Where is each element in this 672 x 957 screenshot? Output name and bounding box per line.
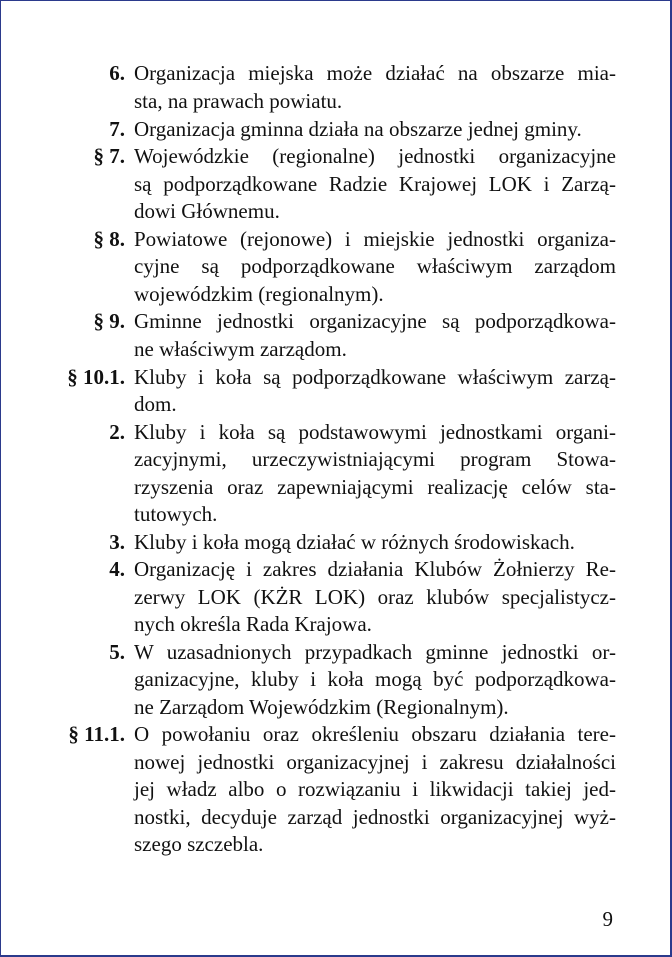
paragraph-2-cont [1, 445, 672, 473]
text-line: Organizacja gminna działa na obszarze jednej gminy. [134, 117, 582, 141]
section-7-cont [1, 197, 672, 225]
paragraph-2-cont [1, 473, 672, 501]
paragraph-7 [1, 115, 672, 143]
section-7-cont [1, 170, 672, 198]
section-10-1-cont [1, 390, 672, 418]
paragraph-number: 7. [109, 117, 125, 141]
text-line: tutowych. [134, 502, 218, 526]
paragraph-number: 5. [109, 640, 125, 664]
section-7 [1, 142, 672, 170]
text-line: są podporządkowane Radzie Krajowej LOK i Zarzą- [134, 172, 616, 196]
section-11-1-cont [1, 775, 672, 803]
section-number: § 7. [93, 144, 125, 168]
section-8-cont [1, 252, 672, 280]
paragraph-6-cont [1, 87, 672, 115]
text-line: Kluby i koła są podstawowymi jednostkami organi- [134, 420, 616, 444]
text-line: nych określa Rada Krajowa. [134, 612, 372, 636]
paragraph-number: 6. [109, 61, 125, 85]
section-number: § 10.1. [67, 365, 125, 389]
section-9 [1, 307, 672, 335]
text-line: sta, na prawach powiatu. [134, 89, 343, 113]
text-line: ganizacyjne, kluby i koła mogą być podporządkowa- [134, 667, 616, 691]
section-number: § 9. [93, 309, 125, 333]
section-number: § 8. [93, 227, 125, 251]
paragraph-4 [1, 555, 672, 583]
paragraph-5-cont [1, 693, 672, 721]
text-line: ne właściwym zarządom. [134, 337, 347, 361]
text-line: dowi Głównemu. [134, 199, 280, 223]
section-10-1 [1, 363, 672, 391]
paragraph-3 [1, 528, 672, 556]
text-line: Wojewódzkie (regionalne) jednostki organizacyjne [134, 144, 616, 168]
section-8-cont [1, 280, 672, 308]
text-line: nowej jednostki organizacyjnej i zakresu działalności [134, 750, 616, 774]
section-11-1-cont [1, 803, 672, 831]
section-11-1-cont [1, 830, 672, 858]
text-line: Powiatowe (rejonowe) i miejskie jednostki organiza- [134, 227, 616, 251]
section-11-1 [1, 720, 672, 748]
paragraph-5-cont [1, 665, 672, 693]
text-line: Kluby i koła są podporządkowane właściwym zarzą- [134, 365, 616, 389]
paragraph-number: 2. [109, 420, 125, 444]
section-number: § 11.1. [68, 722, 125, 746]
text-line: Gminne jednostki organizacyjne są podporządkowa- [134, 309, 616, 333]
paragraph-2 [1, 418, 672, 446]
section-11-1-cont [1, 748, 672, 776]
text-line: O powołaniu oraz określeniu obszaru działania tere- [134, 722, 616, 746]
text-line: cyjne są podporządkowane właściwym zarządom [134, 254, 616, 278]
text-line: dom. [134, 392, 177, 416]
page-number: 9 [602, 907, 613, 931]
paragraph-4-cont [1, 583, 672, 611]
text-line: nostki, decyduje zarząd jednostki organizacyjnej wyż- [134, 805, 616, 829]
text-line: Kluby i koła mogą działać w różnych środowiskach. [134, 530, 575, 554]
paragraph-6 [1, 59, 672, 87]
section-9-cont [1, 335, 672, 363]
text-line: rzyszenia oraz zapewniającymi realizację celów sta- [134, 475, 616, 499]
paragraph-number: 4. [109, 557, 125, 581]
text-line: zerwy LOK (KŻR LOK) oraz klubów specjalistycz- [134, 585, 616, 609]
paragraph-4-cont [1, 610, 672, 638]
text-line: wojewódzkim (regionalnym). [134, 282, 384, 306]
text-line: ne Zarządom Wojewódzkim (Regionalnym). [134, 695, 509, 719]
text-line: W uzasadnionych przypadkach gminne jednostki or- [134, 640, 616, 664]
text-line: Organizacja miejska może działać na obszarze mia- [134, 61, 616, 85]
section-8 [1, 225, 672, 253]
paragraph-number: 3. [109, 530, 125, 554]
paragraph-2-cont [1, 500, 672, 528]
text-line: jej władz albo o rozwiązaniu i likwidacji takiej jed- [134, 777, 616, 801]
text-line: Organizację i zakres działania Klubów Żołnierzy Re- [134, 557, 616, 581]
text-line: szego szczebla. [134, 832, 264, 856]
paragraph-5 [1, 638, 672, 666]
text-line: zacyjnymi, urzeczywistniającymi program Stowa- [134, 447, 616, 471]
